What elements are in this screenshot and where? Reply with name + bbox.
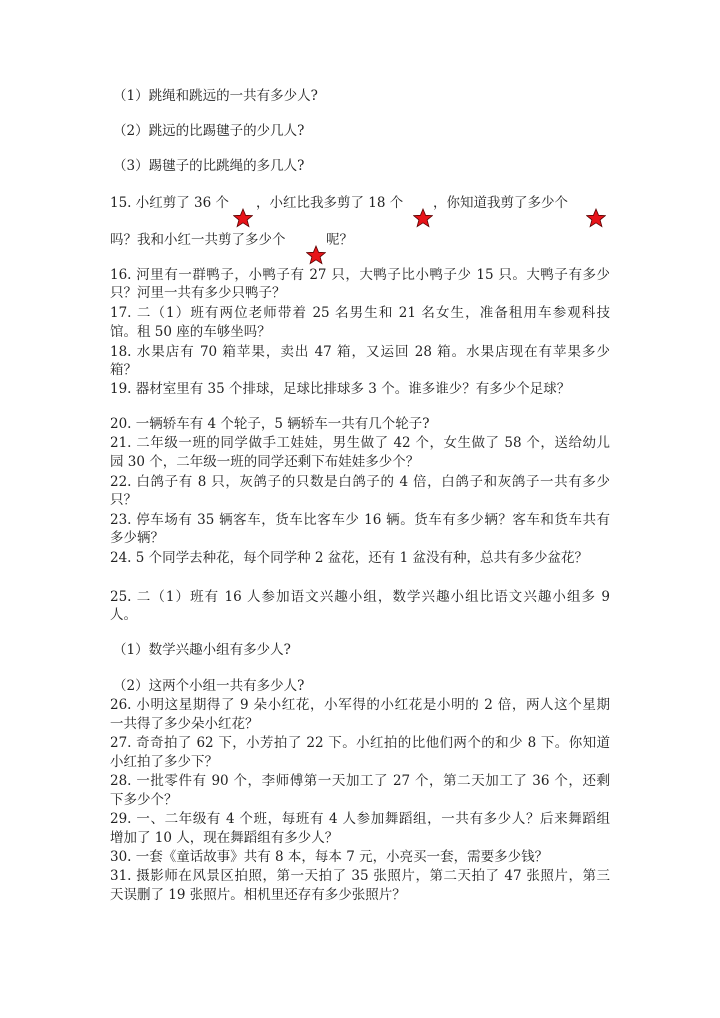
q14-sub-3: （3）踢毽子的比跳绳的多几人? [113,158,305,174]
q27-line-2: 小红拍了多少下？ [110,754,218,770]
q17-line-1: 17. 二（1）班有两位老师带着 25 名男生和 21 名女生，准备租用车参观科技 [110,305,610,321]
q26-line-1: 26. 小明这星期得了 9 朵小红花，小军得的小红花是小明的 2 倍，两人这个星期 [110,697,610,713]
q22-line-2: 只？ [110,492,137,508]
q22-line-1: 22. 白鸽子有 8 只，灰鸽子的只数是白鸽子的 4 倍，白鸽子和灰鸽子一共有多少 [110,474,610,490]
q31-line-1: 31. 摄影师在风景区拍照，第一天拍了 35 张照片，第二天拍了 47 张照片，第三 [110,868,610,884]
q21-line-2: 园 30 个，二年级一班的同学还剩下布娃娃多少个？ [110,454,420,470]
q29-line-1: 29. 一、二年级有 4 个班，每班有 4 人参加舞蹈组，一共有多少人？后来舞蹈组 [110,811,610,827]
q19-line-1: 19. 器材室里有 35 个排球，足球比排球多 3 个。谁多谁少？有多少个足球？ [110,381,571,397]
q31-line-2: 天误删了 19 张照片。相机里还存有多少张照片？ [110,887,406,903]
q15-text-2: ，小红比我多剪了 18 个 [256,195,404,211]
q25-sub-1: （1）数学兴趣小组有多少人? [113,642,291,658]
q27-line-1: 27. 奇奇拍了 62 下，小芳拍了 22 下。小红拍的比他们两个的和少 8 下。你知道 [110,735,610,751]
q15-text-5: 呢？ [326,232,353,248]
q16-line-2: 只？河里一共有多少只鸭子？ [110,285,286,301]
q16-line-1: 16. 河里有一群鸭子，小鸭子有 27 只，大鸭子比小鸭子少 15 只。大鸭子有多少 [110,267,610,283]
q30-line-1: 30. 一套《童话故事》共有 8 本，每本 7 元，小亮买一套，需要多少钱？ [110,849,549,865]
star-icon [306,245,326,265]
q18-line-1: 18. 水果店有 70 箱苹果，卖出 47 箱，又运回 28 箱。水果店现在有苹果多少 [110,344,610,360]
q17-line-2: 馆。租 50 座的车够坐吗？ [110,324,271,340]
q15-text-4: 吗？我和小红一共剪了多少个 [110,232,286,248]
q20-line-1: 20. 一辆轿车有 4 个轮子，5 辆轿车一共有几个轮子? [110,416,430,432]
q21-line-1: 21. 二年级一班的同学做手工娃娃，男生做了 42 个，女生做了 58 个，送给幼儿 [110,435,610,451]
star-icon [413,208,433,228]
q25-sub-2: （2）这两个小组一共有多少人? [113,678,305,694]
q23-line-2: 多少辆？ [110,530,164,546]
q28-line-2: 下多少个？ [110,792,178,808]
q29-line-2: 增加了 10 人，现在舞蹈组有多少人？ [110,830,339,846]
q15-text-1: 15. 小红剪了 36 个 [110,195,230,211]
q23-line-1: 23. 停车场有 35 辆客车，货车比客车少 16 辆。货车有多少辆？客车和货车共有 [110,512,610,528]
star-icon [233,208,253,228]
star-icon [586,208,606,228]
q15-text-3: ，你知道我剪了多少个 [433,195,568,211]
q14-sub-1: （1）跳绳和跳远的一共有多少人? [113,88,318,104]
q26-line-2: 一共得了多少朵小红花？ [110,716,259,732]
q25-line-2: 人。 [110,607,137,623]
q14-sub-2: （2）跳远的比踢毽子的少几人? [113,123,305,139]
q28-line-1: 28. 一批零件有 90 个，李师傅第一天加工了 27 个，第二天加工了 36 个，还剩 [110,773,610,789]
q18-line-2: 箱？ [110,362,137,378]
q24-line-1: 24. 5 个同学去种花，每个同学种 2 盆花，还有 1 盆没有种，总共有多少盆花？ [110,550,588,566]
q25-line-1: 25. 二（1）班有 16 人参加语文兴趣小组，数学兴趣小组比语文兴趣小组多 9 [110,589,610,605]
